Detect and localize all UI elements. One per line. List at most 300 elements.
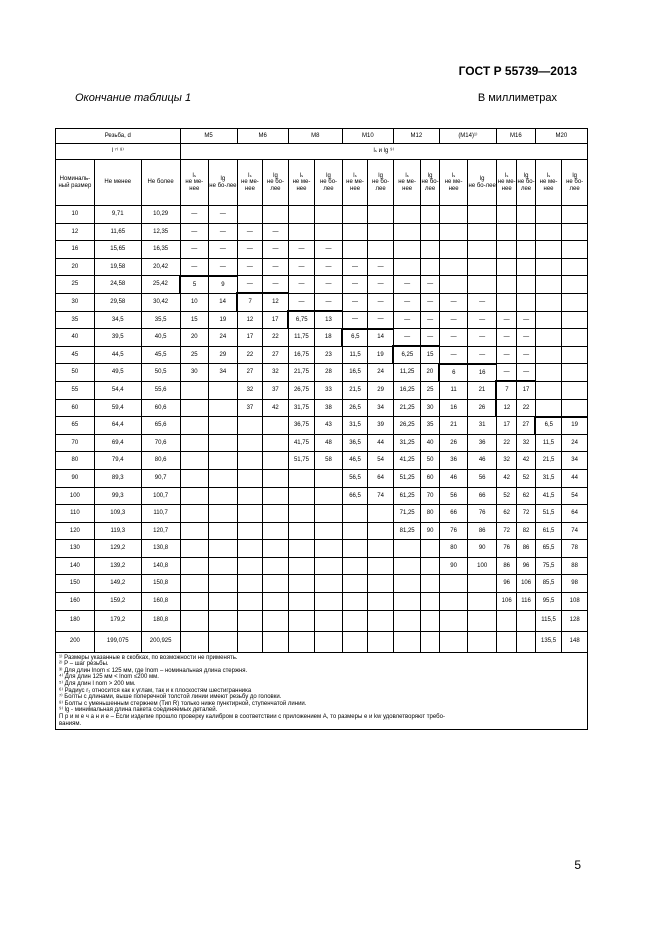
table-cell: 15 — [180, 311, 209, 329]
table-cell: 25,42 — [141, 276, 180, 294]
table-cell: 30 — [56, 293, 95, 311]
table-cell: 130 — [56, 540, 95, 558]
table-cell: 45 — [56, 346, 95, 364]
table-cell: — — [263, 241, 289, 259]
table-cell: — — [209, 258, 238, 276]
table-cell: 11 — [439, 381, 468, 399]
table-cell: 19 — [209, 311, 238, 329]
table-cell: 18 — [315, 329, 343, 347]
table-cell: 159,2 — [94, 593, 141, 611]
table-cell — [439, 276, 468, 294]
sub-min-text: не ме-нее — [241, 179, 259, 192]
table-cell: 26,75 — [288, 381, 315, 399]
table-cell: 46 — [468, 452, 497, 470]
table-cell — [368, 505, 394, 523]
sub-ls-symbol: lₛ — [248, 172, 252, 179]
table-cell: 10 — [180, 293, 209, 311]
table-cell — [342, 522, 368, 540]
table-cell: — — [342, 276, 368, 294]
sub-lg-max — [517, 160, 535, 206]
table-cell: 51,75 — [288, 452, 315, 470]
table-cell — [393, 610, 421, 631]
table-cell — [209, 593, 238, 611]
sub-ls-symbol: lₛ — [299, 172, 304, 179]
table-cell: 50,5 — [141, 364, 180, 382]
table-cell: 200 — [56, 631, 95, 652]
table-cell — [180, 557, 209, 575]
table-cell: 40 — [421, 434, 439, 452]
table-cell — [517, 241, 535, 259]
table-cell: 74 — [368, 487, 394, 505]
table-cell: — — [393, 293, 421, 311]
table-cell: — — [496, 311, 516, 329]
table-cell: 72 — [517, 505, 535, 523]
table-cell: 13 — [315, 311, 343, 329]
table-cell: 70,6 — [141, 434, 180, 452]
table-cell — [263, 452, 289, 470]
table-cell: 40,5 — [141, 329, 180, 347]
table-cell — [368, 610, 394, 631]
thread-m8: M8 — [288, 129, 342, 144]
table-cell — [535, 311, 562, 329]
table-cell — [496, 223, 516, 241]
sub-ls-symbol: lₛ — [451, 172, 456, 179]
table-row — [56, 575, 588, 593]
table-cell: — — [468, 293, 497, 311]
table-cell — [209, 452, 238, 470]
table-cell: 129,2 — [94, 540, 141, 558]
table-cell: — — [315, 241, 343, 259]
table-cell: 7 — [496, 381, 516, 399]
table-cell — [263, 505, 289, 523]
table-cell — [315, 631, 343, 652]
table-cell: 116 — [517, 593, 535, 611]
sub-ls-symbol: lₛ — [192, 172, 197, 179]
table-cell — [342, 610, 368, 631]
table-cell: 44,5 — [94, 346, 141, 364]
table-cell — [263, 540, 289, 558]
table-row — [56, 241, 588, 259]
table-cell — [180, 452, 209, 470]
table-cell: — — [368, 258, 394, 276]
table-cell — [517, 610, 535, 631]
table-cell: 90 — [439, 557, 468, 575]
footnote: ³⁾ Для длин lnom ≤ 125 мм, где lnom – номинальная длина стержня. — [59, 667, 248, 674]
table-cell — [342, 557, 368, 575]
table-cell: 64 — [368, 469, 394, 487]
sub-lg-max — [368, 160, 394, 206]
table-cell: 14 — [209, 293, 238, 311]
table-cell: — — [342, 258, 368, 276]
table-cell — [535, 293, 562, 311]
table-cell — [468, 206, 497, 224]
table-cell: — — [237, 241, 263, 259]
table-cell: 32 — [237, 381, 263, 399]
table-cell: 78 — [562, 540, 588, 558]
table-cell: 76 — [439, 522, 468, 540]
table-cell: — — [421, 311, 439, 329]
sub-ls-symbol: lₛ — [353, 172, 357, 179]
table-cell: 76 — [496, 540, 516, 558]
table-cell — [288, 522, 315, 540]
table-cell: — — [368, 293, 394, 311]
table-cell: 31,25 — [393, 434, 421, 452]
table-cell — [421, 631, 439, 652]
table-cell: 52 — [517, 469, 535, 487]
units-caption: В миллиметрах — [477, 92, 557, 104]
table-cell — [288, 610, 315, 631]
table-cell: — — [421, 293, 439, 311]
table-cell: 41,75 — [288, 434, 315, 452]
table-cell — [180, 399, 209, 417]
table-cell — [342, 241, 368, 259]
table-cell — [315, 505, 343, 523]
table-cell — [393, 631, 421, 652]
table-cell: — — [288, 276, 315, 294]
table-cell: 50 — [421, 452, 439, 470]
table-cell: 26,25 — [393, 417, 421, 435]
table-cell: 31 — [468, 417, 497, 435]
table-cell: 35 — [421, 417, 439, 435]
table-cell: 54 — [562, 487, 588, 505]
table-cell: 42 — [263, 399, 289, 417]
table-cell — [209, 381, 238, 399]
table-cell: 20 — [421, 364, 439, 382]
table-cell — [468, 276, 497, 294]
table-cell — [288, 223, 315, 241]
table-cell: 6,5 — [535, 417, 562, 435]
table-cell — [209, 522, 238, 540]
table-cell — [180, 631, 209, 652]
table-cell: — — [288, 258, 315, 276]
table-cell — [439, 631, 468, 652]
table-cell: 98 — [562, 575, 588, 593]
table-cell — [209, 417, 238, 435]
sub-lg-symbol: lg — [273, 172, 278, 179]
table-cell: 72 — [496, 522, 516, 540]
table-cell: — — [237, 258, 263, 276]
table-cell: 27 — [237, 364, 263, 382]
table-cell — [468, 258, 497, 276]
sub-max-text: не бо-лее — [421, 179, 439, 192]
sub-lg-symbol: lg — [479, 175, 485, 182]
table-cell — [517, 206, 535, 224]
table-cell: 90 — [56, 469, 95, 487]
table-cell — [468, 241, 497, 259]
table-cell — [368, 557, 394, 575]
table-cell — [368, 575, 394, 593]
thread-m12: M12 — [393, 129, 439, 144]
table-cell — [439, 593, 468, 611]
table-cell: 12 — [496, 399, 516, 417]
table-cell: 16,75 — [288, 346, 315, 364]
table-cell — [288, 575, 315, 593]
table-cell: 21,5 — [342, 381, 368, 399]
table-cell — [562, 399, 588, 417]
table-cell: 50 — [56, 364, 95, 382]
table-cell: 66 — [439, 505, 468, 523]
table-cell: — — [342, 293, 368, 311]
table-cell: — — [180, 223, 209, 241]
table-cell: — — [468, 329, 497, 347]
sub-min-text: не ме-нее — [497, 179, 516, 192]
table-cell: 42 — [496, 469, 516, 487]
table-cell — [237, 434, 263, 452]
table-cell — [517, 631, 535, 652]
table-cell: — — [517, 346, 535, 364]
thread-header-row — [56, 129, 588, 144]
table-cell — [468, 610, 497, 631]
sub-max-text: не бо-лее — [566, 179, 584, 192]
table-cell: 24,58 — [94, 276, 141, 294]
table-cell: 39,5 — [94, 329, 141, 347]
table-cell: 51,5 — [535, 505, 562, 523]
table-cell: 80,6 — [141, 452, 180, 470]
table-cell — [393, 593, 421, 611]
table-cell — [180, 505, 209, 523]
table-cell: 54,4 — [94, 381, 141, 399]
table-cell — [180, 522, 209, 540]
table-row — [56, 293, 588, 311]
table-cell: 6,75 — [288, 311, 315, 329]
table-cell — [342, 206, 368, 224]
table-cell — [237, 540, 263, 558]
table-cell — [288, 631, 315, 652]
table-cell — [368, 522, 394, 540]
table-cell: 82 — [517, 522, 535, 540]
table-cell — [562, 364, 588, 382]
dimensions-table — [55, 128, 588, 730]
table-cell — [180, 417, 209, 435]
thread-m14: (M14)¹⁾ — [439, 129, 496, 144]
table-cell: 88 — [562, 557, 588, 575]
table-cell — [393, 540, 421, 558]
table-cell: 71,25 — [393, 505, 421, 523]
table-cell — [180, 610, 209, 631]
table-cell: 56 — [468, 469, 497, 487]
table-cell: 48 — [315, 434, 343, 452]
footnote: ⁷⁾ Болты с длинами, выше поперечной толстой линии имеют резьбу до головки. — [59, 694, 282, 701]
table-cell — [535, 276, 562, 294]
table-cell: 23 — [315, 346, 343, 364]
table-cell: 41,25 — [393, 452, 421, 470]
table-cell — [315, 557, 343, 575]
table-cell: 86 — [517, 540, 535, 558]
table-cell: 110 — [56, 505, 95, 523]
table-cell: 26 — [439, 434, 468, 452]
table-cell — [180, 593, 209, 611]
table-cell: — — [263, 276, 289, 294]
table-cell — [180, 469, 209, 487]
table-cell: 34 — [368, 399, 394, 417]
table-cell: 65,5 — [535, 540, 562, 558]
table-cell: 11,75 — [288, 329, 315, 347]
table-cell: 40 — [56, 329, 95, 347]
table-cell: 81,25 — [393, 522, 421, 540]
table-cell: — — [237, 223, 263, 241]
table-cell: — — [315, 293, 343, 311]
table-cell — [535, 206, 562, 224]
table-cell — [237, 631, 263, 652]
table-cell — [562, 223, 588, 241]
sub-lg-max — [263, 160, 289, 206]
table-cell: — — [209, 223, 238, 241]
table-cell: 21 — [439, 417, 468, 435]
table-cell — [288, 487, 315, 505]
table-row — [56, 329, 588, 347]
table-cell: — — [393, 276, 421, 294]
table-cell — [468, 631, 497, 652]
table-cell: 36,5 — [342, 434, 368, 452]
l-header-row — [56, 144, 588, 160]
sub-ls-min — [496, 160, 516, 206]
thread-m16: M16 — [496, 129, 535, 144]
thread-m20: M20 — [535, 129, 587, 144]
table-cell: 43 — [315, 417, 343, 435]
table-cell: 29 — [368, 381, 394, 399]
table-cell: 109,3 — [94, 505, 141, 523]
table-cell: 90 — [421, 522, 439, 540]
table-cell: 37 — [263, 381, 289, 399]
table-cell — [237, 610, 263, 631]
table-cell: 70 — [421, 487, 439, 505]
table-cell: 22 — [263, 329, 289, 347]
table-cell — [421, 610, 439, 631]
table-cell — [496, 206, 516, 224]
table-cell — [421, 575, 439, 593]
table-cell: 140 — [56, 557, 95, 575]
table-cell — [439, 610, 468, 631]
table-cell: — — [368, 276, 394, 294]
table-row — [56, 417, 588, 435]
table-cell — [535, 241, 562, 259]
sub-min-text: не ме-нее — [444, 179, 463, 192]
table-cell: 34,5 — [94, 311, 141, 329]
footnote: ²⁾ P – шаг резьбы. — [59, 661, 109, 668]
table-cell: 15,65 — [94, 241, 141, 259]
table-cell — [342, 631, 368, 652]
table-cell: 20 — [56, 258, 95, 276]
table-cell — [209, 557, 238, 575]
table-cell: 199,075 — [94, 631, 141, 652]
table-cell: 24 — [368, 364, 394, 382]
table-cell: 79,4 — [94, 452, 141, 470]
table-cell: — — [393, 329, 421, 347]
thread-m10: M10 — [342, 129, 393, 144]
table-cell: 200,925 — [141, 631, 180, 652]
table-cell — [439, 575, 468, 593]
table-cell: — — [468, 346, 497, 364]
table-cell: 21,5 — [535, 452, 562, 470]
table-cell — [315, 223, 343, 241]
table-cell — [535, 399, 562, 417]
table-cell: — — [496, 329, 516, 347]
table-cell: 26,5 — [342, 399, 368, 417]
table-cell: 96 — [496, 575, 516, 593]
table-cell: 61,25 — [393, 487, 421, 505]
table-cell — [535, 346, 562, 364]
table-cell — [562, 206, 588, 224]
table-cell — [393, 206, 421, 224]
table-cell: 55,6 — [141, 381, 180, 399]
table-cell: 119,3 — [94, 522, 141, 540]
sub-lg-max — [209, 160, 238, 206]
table-cell — [342, 575, 368, 593]
table-cell — [315, 540, 343, 558]
table-cell: — — [288, 293, 315, 311]
table-cell: 34 — [562, 452, 588, 470]
table-cell: 25 — [56, 276, 95, 294]
sub-max-text: не бо-лее — [517, 179, 535, 192]
sub-lg-max — [468, 160, 497, 206]
table-cell: 66,5 — [342, 487, 368, 505]
table-cell: 160 — [56, 593, 95, 611]
table-cell — [496, 610, 516, 631]
table-row — [56, 540, 588, 558]
table-continuation-caption: Окончание таблицы 1 — [75, 92, 192, 104]
table-cell — [263, 610, 289, 631]
table-cell: 61,5 — [535, 522, 562, 540]
table-cell: — — [342, 311, 368, 329]
table-cell: 5 — [180, 276, 209, 294]
table-cell: 6 — [439, 364, 468, 382]
table-cell — [562, 346, 588, 364]
table-cell: — — [496, 346, 516, 364]
table-cell: 11,5 — [342, 346, 368, 364]
sub-lg-max — [421, 160, 439, 206]
table-cell — [496, 241, 516, 259]
table-cell: 37 — [237, 399, 263, 417]
table-cell: 130,8 — [141, 540, 180, 558]
sub-min-text: не ме-нее — [539, 179, 558, 192]
table-cell — [237, 417, 263, 435]
sub-max-text: не бо-лее — [266, 179, 284, 192]
table-cell — [180, 540, 209, 558]
table-cell: 10,29 — [141, 206, 180, 224]
table-cell: 52 — [496, 487, 516, 505]
table-cell — [439, 241, 468, 259]
table-cell — [263, 434, 289, 452]
table-cell: 12 — [237, 311, 263, 329]
page-number: 5 — [574, 858, 581, 872]
table-cell — [393, 223, 421, 241]
sub-ls-min — [288, 160, 315, 206]
table-cell: 22 — [496, 434, 516, 452]
table-cell — [421, 593, 439, 611]
table-cell: 51,25 — [393, 469, 421, 487]
table-row — [56, 399, 588, 417]
table-cell — [237, 575, 263, 593]
table-cell — [562, 381, 588, 399]
table-cell: 16 — [439, 399, 468, 417]
table-row — [56, 505, 588, 523]
table-cell — [263, 593, 289, 611]
table-cell — [263, 631, 289, 652]
table-cell: 17 — [263, 311, 289, 329]
table-cell — [368, 593, 394, 611]
table-cell: 86 — [496, 557, 516, 575]
table-cell: 6,5 — [342, 329, 368, 347]
notes-row — [56, 652, 588, 730]
table-cell: 180 — [56, 610, 95, 631]
table-cell: 29 — [209, 346, 238, 364]
table-cell — [180, 487, 209, 505]
table-cell — [209, 505, 238, 523]
table-cell: 62 — [496, 505, 516, 523]
table-cell: 160,8 — [141, 593, 180, 611]
table-row — [56, 311, 588, 329]
table-cell — [535, 329, 562, 347]
